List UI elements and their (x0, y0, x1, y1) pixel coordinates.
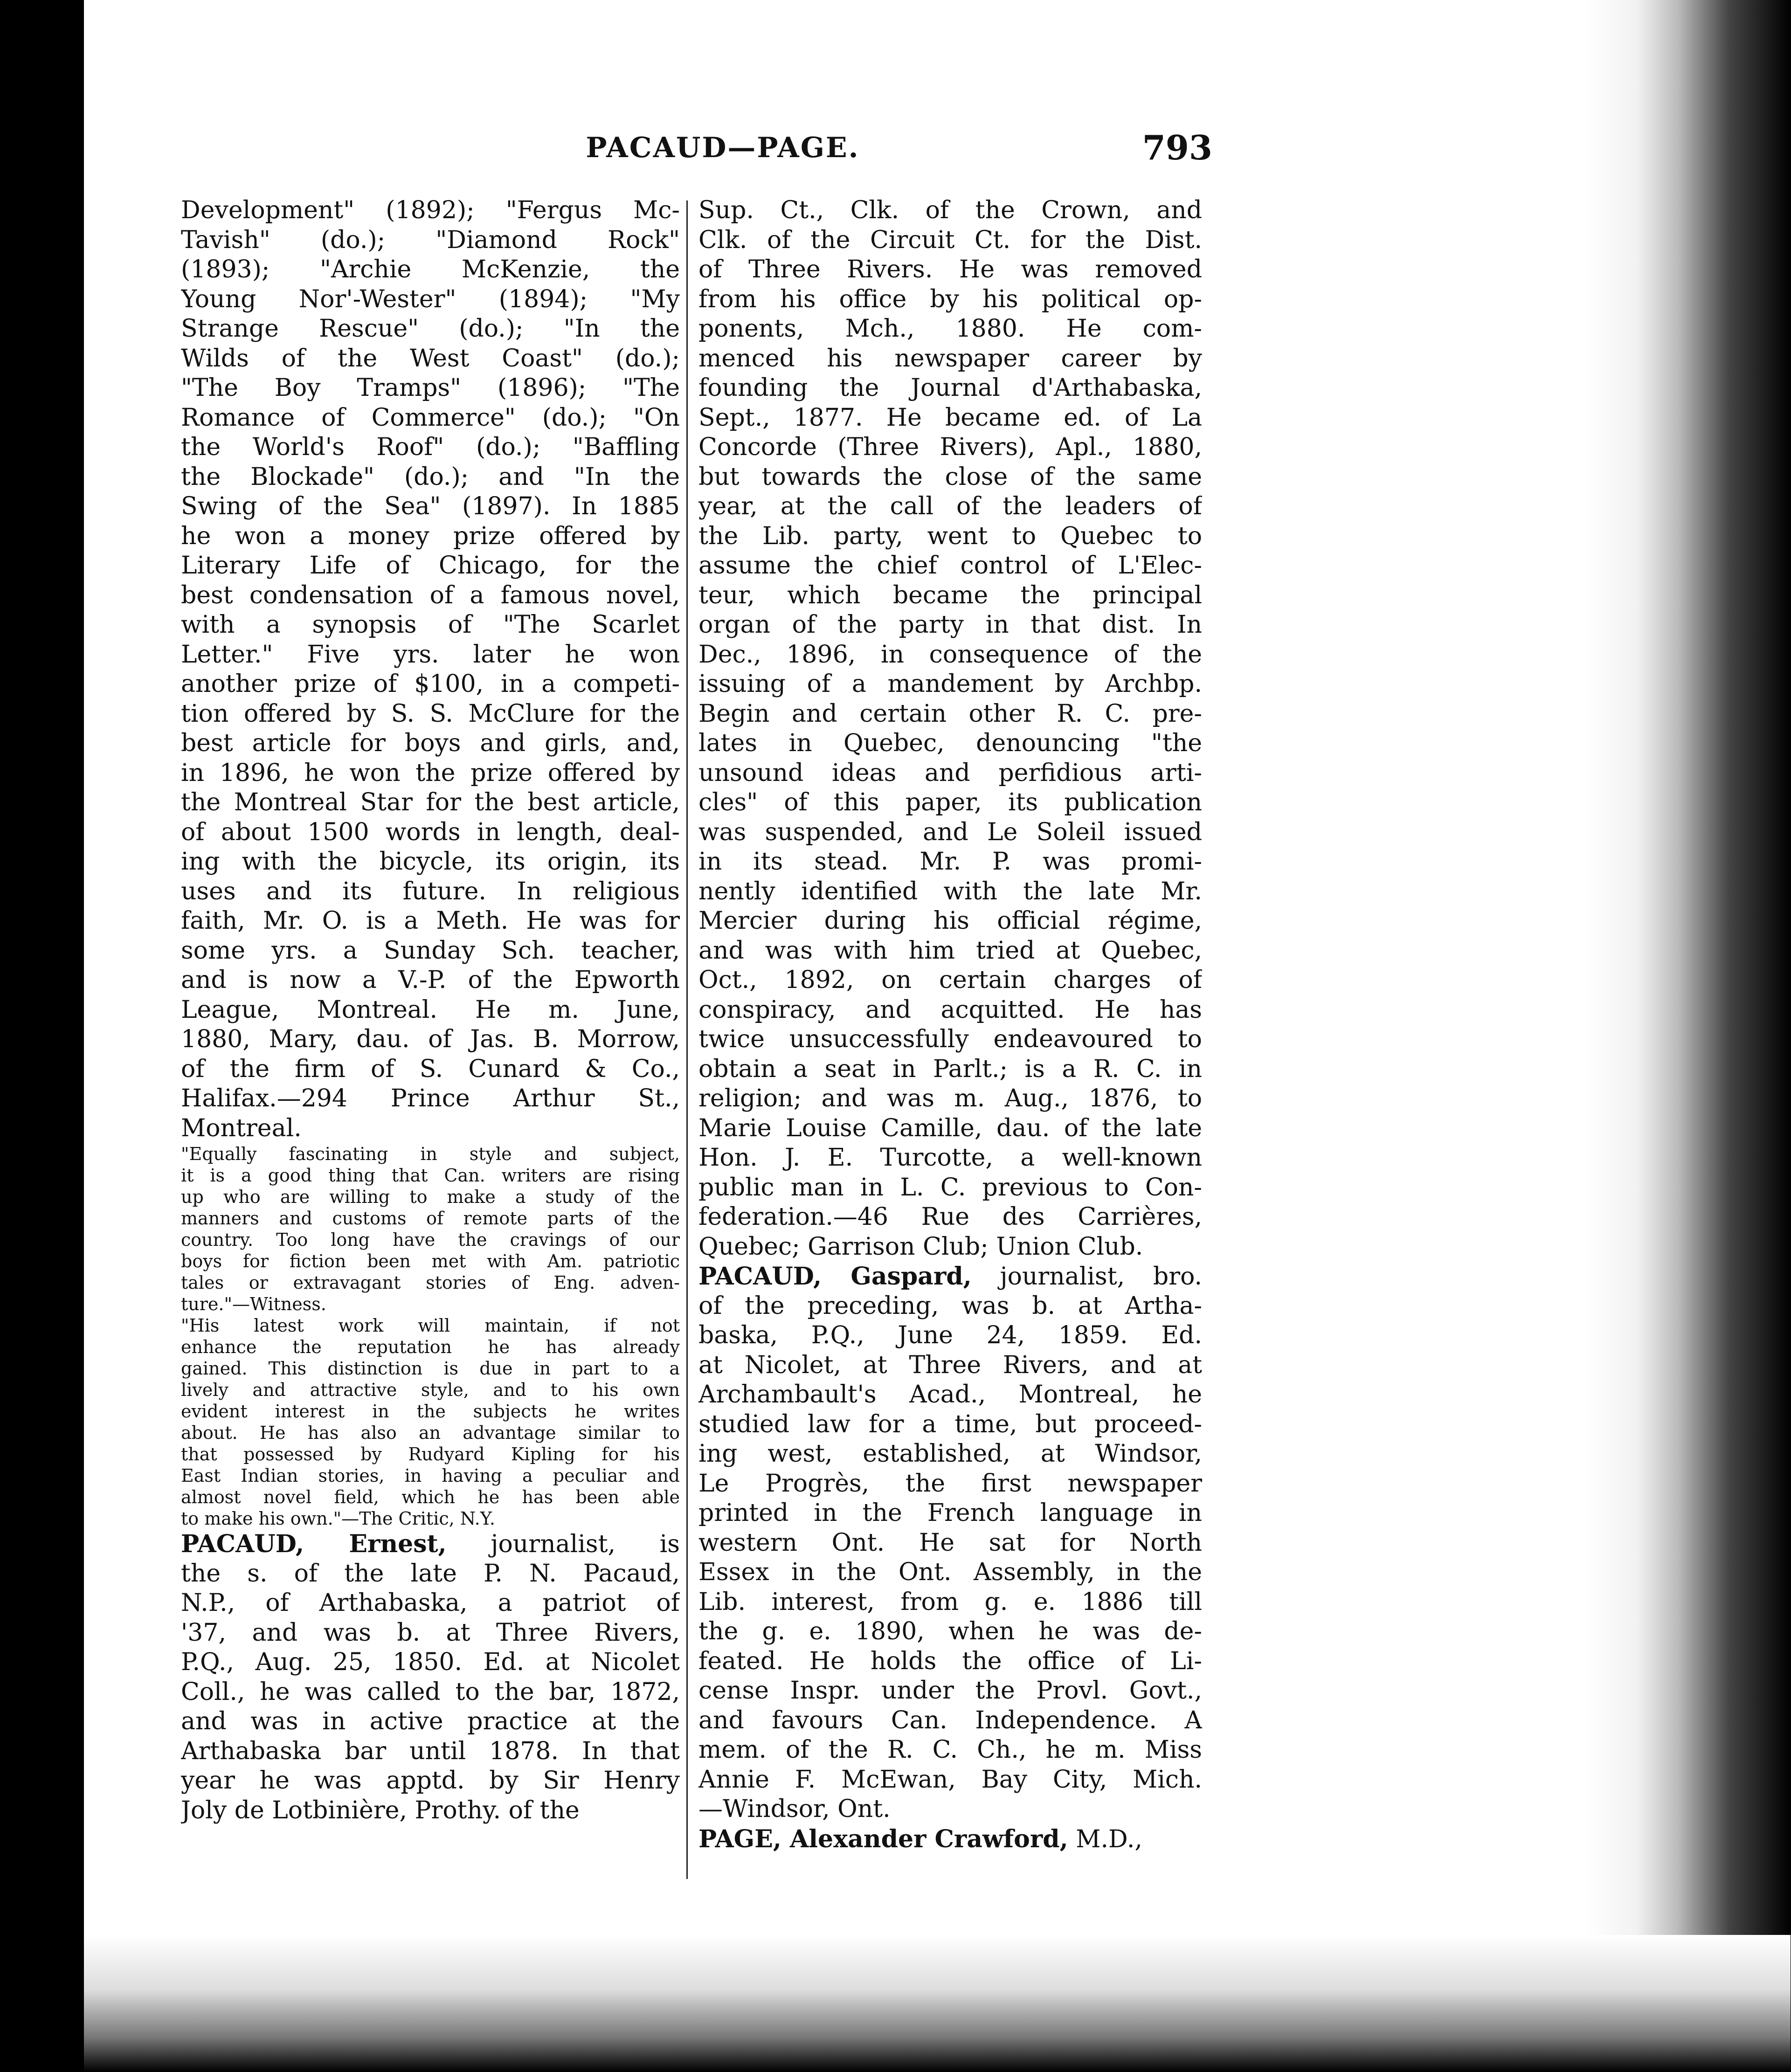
text-line: Archambault's Acad., Montreal, he (698, 1381, 1202, 1409)
page-edge-bottom (84, 1935, 1791, 2072)
text-line: lively and attractive style, and to his own (181, 1380, 680, 1400)
text-line: tion offered by S. S. McClure for the (181, 699, 680, 728)
text-line: the Lib. party, went to Quebec to (698, 522, 1202, 550)
text-line: Swing of the Sea" (1897). In 1885 (181, 492, 680, 520)
text-line: public man in L. C. previous to Con- (698, 1173, 1202, 1202)
text-line: "The Boy Tramps" (1896); "The (181, 374, 680, 402)
text-line: from his office by his political op- (698, 285, 1202, 313)
text-line: in 1896, he won the prize offered by (181, 759, 680, 787)
text-line: printed in the French language in (698, 1499, 1202, 1527)
text-line: Clk. of the Circuit Ct. for the Dist. (698, 226, 1202, 254)
text-line: Dec., 1896, in consequence of the (698, 640, 1202, 669)
entry-first-line (698, 1262, 1202, 1292)
text-line: up who are willing to make a study of the (181, 1187, 680, 1207)
text-line: Joly de Lotbinière, Prothy. of the (181, 1796, 580, 1824)
text-line: Tavish" (do.); "Diamond Rock" (181, 226, 680, 254)
text-line: almost novel field, which he has been able (181, 1487, 680, 1507)
text-line: cense Inspr. under the Provl. Govt., (698, 1677, 1202, 1705)
text-line: uses and its future. In religious (181, 877, 680, 905)
text-line: the Montreal Star for the best article, (181, 788, 680, 816)
text-line: twice unsuccessfully endeavoured to (698, 1025, 1202, 1053)
text-line: Wilds of the West Coast" (do.); (181, 344, 680, 373)
text-line: year, at the call of the leaders of (698, 492, 1202, 520)
page-number: 793 (1142, 128, 1212, 167)
text-line: Coll., he was called to the bar, 1872, (181, 1678, 680, 1706)
text-line: teur, which became the principal (698, 581, 1202, 609)
text-line: ing west, established, at Windsor, (698, 1440, 1202, 1468)
text-line: conspiracy, and acquitted. He has (698, 995, 1202, 1024)
text-line: best article for boys and girls, and, (181, 729, 680, 757)
text-line: (1893); "Archie McKenzie, the (181, 256, 680, 283)
text-line: '37, and was b. at Three Rivers, (181, 1618, 680, 1647)
text-line: Oct., 1892, on certain charges of (698, 966, 1202, 994)
text-line: and is now a V.-P. of the Epworth (181, 966, 680, 994)
right-column (698, 196, 1202, 1893)
text-line: assume the chief control of L'Elec- (698, 552, 1202, 580)
review-quote-witness (181, 1143, 680, 1315)
entry-headword: PACAUD, Gaspard, (698, 1262, 972, 1291)
text-line: faith, Mr. O. is a Meth. He was for (181, 907, 680, 935)
text-line: issuing of a mandement by Archbp. (698, 670, 1202, 698)
text-line: League, Montreal. He m. June, (181, 995, 680, 1024)
text-line: Letter." Five yrs. later he won (181, 640, 680, 669)
text-line: Strange Rescue" (do.); "In the (181, 315, 680, 343)
text-line: federation.—46 Rue des Carrières, (698, 1203, 1202, 1231)
text-line: unsound ideas and perfidious arti- (698, 759, 1202, 787)
left-column (181, 196, 680, 1893)
text-line: founding the Journal d'Arthabaska, (698, 374, 1202, 402)
text-line: feated. He holds the office of Li- (698, 1647, 1202, 1675)
text-line: gained. This distinction is due in part to a (181, 1358, 680, 1379)
entry-pacaud-gaspard (698, 1262, 1202, 1824)
text-line: Hon. J. E. Turcotte, a well-known (698, 1144, 1202, 1172)
entry-first-line (181, 1529, 680, 1559)
text-line: Essex in the Ont. Assembly, in the (698, 1558, 1202, 1586)
text-line: of the preceding, was b. at Artha- (698, 1292, 1202, 1320)
text-line: "Equally fascinating in style and subject, (181, 1144, 680, 1164)
text-line: Sup. Ct., Clk. of the Crown, and (698, 196, 1202, 224)
text-line: the Blockade" (do.); and "In the (181, 463, 680, 491)
text-line: obtain a seat in Parlt.; is a R. C. in (698, 1055, 1202, 1083)
text-line: but towards the close of the same (698, 463, 1202, 491)
text-line: Quebec; Garrison Club; Union Club. (698, 1232, 1143, 1261)
text-line: the g. e. 1890, when he was de- (698, 1617, 1202, 1645)
text-line: the s. of the late P. N. Pacaud, (181, 1559, 680, 1588)
column-rule (686, 200, 688, 1879)
text-line: lates in Quebec, denouncing "the (698, 729, 1202, 757)
text-line: religion; and was m. Aug., 1876, to (698, 1084, 1202, 1112)
text-line: 1880, Mary, dau. of Jas. B. Morrow, (181, 1025, 680, 1053)
text-line: another prize of $100, in a competi- (181, 670, 680, 698)
text-line: some yrs. a Sunday Sch. teacher, (181, 936, 680, 965)
text-line: baska, P.Q., June 24, 1859. Ed. (698, 1321, 1202, 1349)
text-line: mem. of the R. C. Ch., he m. Miss (698, 1736, 1202, 1764)
text-line: tales or extravagant stories of Eng. adven- (181, 1272, 680, 1293)
text-line: cles" of this paper, its publication (698, 788, 1202, 816)
text-line: the World's Roof" (do.); "Baffling (181, 433, 680, 461)
text-line: about. He has also an advantage similar to (181, 1423, 680, 1443)
text-line: at Nicolet, at Three Rivers, and at (698, 1351, 1202, 1379)
text-line: Literary Life of Chicago, for the (181, 552, 680, 580)
text-line: best condensation of a famous novel, (181, 581, 680, 609)
text-line: in its stead. Mr. P. was promi- (698, 848, 1202, 876)
text-line: Concorde (Three Rivers), Apl., 1880, (698, 433, 1202, 461)
text-line: evident interest in the subjects he writes (181, 1401, 680, 1422)
text-line: N.P., of Arthabaska, a patriot of (181, 1589, 680, 1617)
text-line: Montreal. (181, 1114, 302, 1142)
text-line: was suspended, and Le Soleil issued (698, 818, 1202, 846)
text-line: Annie F. McEwan, Bay City, Mich. (698, 1765, 1202, 1794)
text-line: East Indian stories, in having a peculiar and (181, 1465, 680, 1486)
entry-headword: PAGE, Alexander Crawford, (698, 1824, 1068, 1853)
entry-continued (181, 196, 680, 1143)
entry-headword: PACAUD, Ernest, (181, 1530, 447, 1558)
entry-first-line-text: M.D., (1068, 1825, 1142, 1853)
text-line: it is a good thing that Can. writers are rising (181, 1165, 680, 1186)
entry-pacaud-ernest-continued (698, 196, 1202, 1262)
text-line: Begin and certain other R. C. pre- (698, 699, 1202, 728)
text-line: Sept., 1877. He became ed. of La (698, 403, 1202, 432)
text-line: "His latest work will maintain, if not (181, 1315, 680, 1336)
text-line: of about 1500 words in length, deal- (181, 818, 680, 846)
text-line: Le Progrès, the first newspaper (698, 1469, 1202, 1498)
text-line: western Ont. He sat for North (698, 1528, 1202, 1557)
entry-page-alexander (698, 1824, 1202, 1854)
text-line: —Windsor, Ont. (698, 1795, 891, 1823)
text-line: of Three Rivers. He was removed (698, 256, 1202, 283)
text-line: year he was apptd. by Sir Henry (181, 1767, 680, 1795)
text-line: P.Q., Aug. 25, 1850. Ed. at Nicolet (181, 1648, 680, 1676)
text-line: of the firm of S. Cunard & Co., (181, 1055, 680, 1083)
text-line: Marie Louise Camille, dau. of the late (698, 1114, 1202, 1142)
text-line: organ of the party in that dist. In (698, 611, 1202, 639)
text-line: ponents, Mch., 1880. He com- (698, 315, 1202, 343)
entry-pacaud-ernest (181, 1529, 680, 1825)
running-head: PACAUD—PAGE. (586, 131, 860, 164)
text-line: Romance of Commerce" (do.); "On (181, 403, 680, 432)
text-line: Arthabaska bar until 1878. In that (181, 1737, 680, 1765)
text-line: and was with him tried at Quebec, (698, 936, 1202, 965)
text-line: country. Too long have the cravings of our (181, 1229, 680, 1250)
text-line: studied law for a time, but proceed- (698, 1410, 1202, 1438)
text-line: and was in active practice at the (181, 1707, 680, 1735)
text-line: manners and customs of remote parts of the (181, 1208, 680, 1229)
entry-first-line-text: journalist, is (446, 1530, 680, 1558)
text-line: he won a money prize offered by (181, 522, 680, 550)
entry-first-line (698, 1824, 1202, 1854)
text-line: Mercier during his official régime, (698, 907, 1202, 935)
review-quote-critic (181, 1315, 680, 1529)
text-line: enhance the reputation he has already (181, 1337, 680, 1357)
entry-first-line-text: journalist, bro. (971, 1263, 1202, 1291)
text-line: nently identified with the late Mr. (698, 877, 1202, 905)
text-line: and favours Can. Independence. A (698, 1706, 1202, 1734)
text-line: to make his own."—The Critic, N.Y. (181, 1508, 495, 1529)
text-line: that possessed by Rudyard Kipling for his (181, 1444, 680, 1464)
text-line: ture."—Witness. (181, 1294, 326, 1314)
text-line: Halifax.—294 Prince Arthur St., (181, 1084, 680, 1112)
text-line: Development" (1892); "Fergus Mc- (181, 196, 680, 224)
text-line: Lib. interest, from g. e. 1886 till (698, 1588, 1202, 1616)
text-line: ing with the bicycle, its origin, its (181, 848, 680, 876)
page-edge-right (1585, 0, 1791, 2072)
text-line: with a synopsis of "The Scarlet (181, 611, 680, 639)
text-line: boys for fiction been met with Am. patriotic (181, 1251, 680, 1271)
text-line: menced his newspaper career by (698, 344, 1202, 373)
text-line: Young Nor'-Wester" (1894); "My (181, 285, 680, 313)
